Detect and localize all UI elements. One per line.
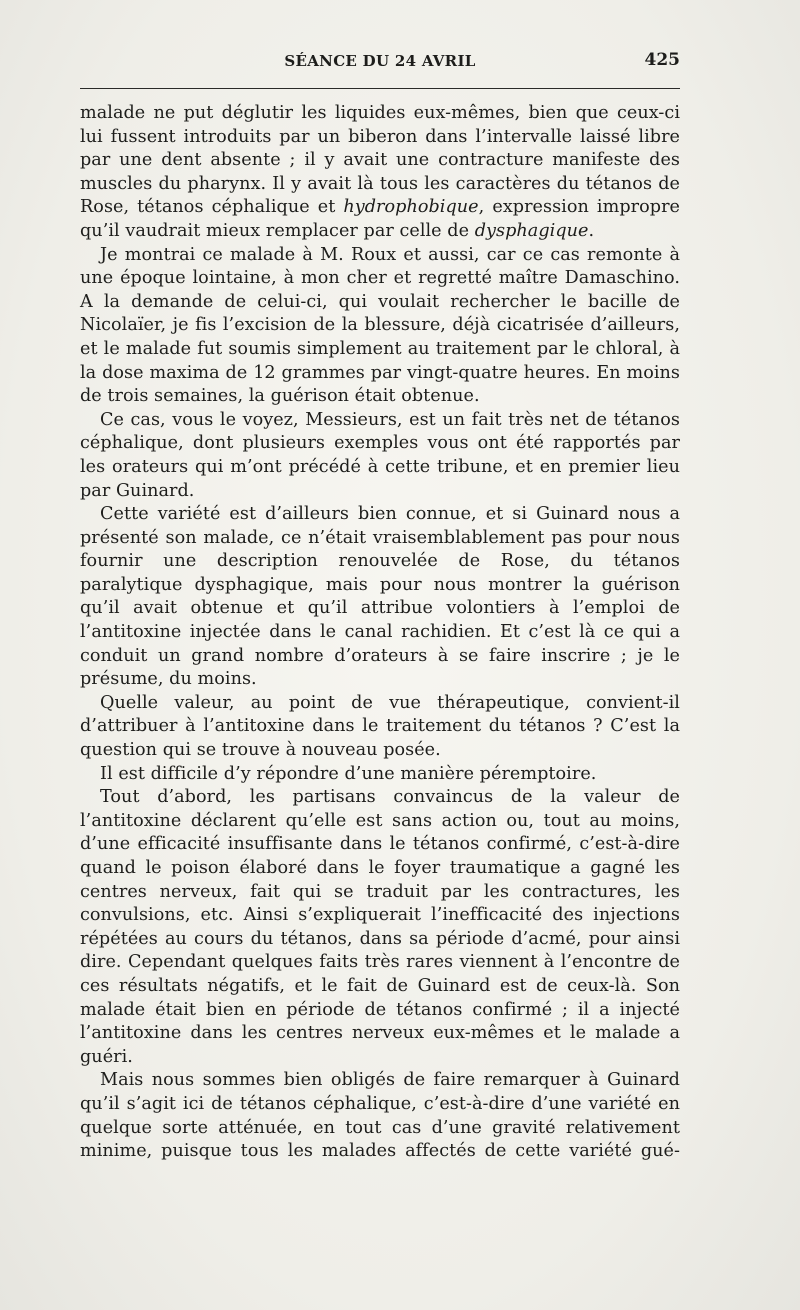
- header-rule: [80, 88, 680, 89]
- paragraph-6: Il est difficile d’y répondre d’une manière péremptoire.: [100, 763, 597, 784]
- paragraph-1: [80, 102, 680, 244]
- paragraph-1-text-b: , expression impropre qu’il vaudrait mieux remplacer par celle de: [80, 197, 680, 241]
- body-text: [80, 102, 680, 1164]
- paragraph-1-text-a: malade ne put déglutir les liquides eux-mêmes, bien que ceux-ci lui fussent introduits par un biberon dans l’intervalle laissé libre par une dent absente ; il y avait une contracture manifeste des muscles du pharynx. Il y avait là tous les caractères du tétanos de Rose, tétanos céphalique et: [80, 103, 680, 218]
- running-title: SÉANCE DU 24 AVRIL: [284, 52, 476, 70]
- paragraph-2: Je montrai ce malade à M. Roux et aussi, car ce cas remonte à une époque lointaine, à mon cher et regretté maître Damaschino. A la demande de celui-ci, qui voulait rechercher le bacille de Nicolaïer, je fis l’excision de la blessure, déjà cicatrisée d’ailleurs, et le malade fut soumis simplement au traitement par le chloral, à la dose maxima de 12 grammes par vingt-quatre heures. En moins de trois semaines, la guérison était obtenue.: [80, 244, 680, 407]
- paragraph-5: Quelle valeur, au point de vue thérapeutique, convient-il d’attribuer à l’antitoxine dans le traitement du tétanos ? C’est la question qui se trouve à nouveau posée.: [80, 692, 680, 761]
- paragraph-1-italic-dysphagique: dysphagique: [474, 220, 589, 241]
- paragraph-7: Tout d’abord, les partisans convaincus de la valeur de l’antitoxine déclarent qu’elle est sans action ou, tout au moins, d’une efficacité insuffisante dans le tétanos confirmé, c’est-à-dire quand le poison élaboré dans le foyer traumatique a gagné les centres nerveux, fait qui se traduit par les contractures, les convulsions, etc. Ainsi s’expliquerait l’inefficacité des injections répétées au cours du tétanos, dans sa période d’acmé, pour ainsi dire. Cependant quelques faits très rares viennent à l’encontre de ces résultats négatifs, et le fait de Guinard est de ceux-là. Son malade était bien en période de tétanos confirmé ; il a injecté l’antitoxine dans les centres nerveux eux-mêmes et le malade a guéri.: [80, 787, 680, 1067]
- running-header: [80, 48, 680, 74]
- paragraph-1-text-c: .: [588, 220, 595, 241]
- page-number: 425: [644, 50, 680, 70]
- paragraph-8: Mais nous sommes bien obligés de faire remarquer à Guinard qu’il s’agit ici de tétanos céphalique, c’est-à-dire d’une variété en quelque sorte atténuée, en tout cas d’une gravité relativement minime, puisque tous les malades affectés de cette variété gué-: [80, 1070, 680, 1162]
- paragraph-1-italic-hydrophobique: hydrophobique: [343, 197, 479, 218]
- paragraph-4: Cette variété est d’ailleurs bien connue, et si Guinard nous a présenté son malade, ce n’était vraisemblablement pas pour nous fournir une description renouvelée de Rose, du tétanos paralytique dysphagique, mais pour nous montrer la guérison qu’il avait obtenue et qu’il attribue volontiers à l’emploi de l’antitoxine injectée dans le canal rachidien. Et c’est là ce qui a conduit un grand nombre d’orateurs à se faire inscrire ; je le présume, du moins.: [80, 504, 680, 690]
- paragraph-3: Ce cas, vous le voyez, Messieurs, est un fait très net de tétanos céphalique, dont plusieurs exemples vous ont été rapportés par les orateurs qui m’ont précédé à cette tribune, et en premier lieu par Guinard.: [80, 409, 680, 501]
